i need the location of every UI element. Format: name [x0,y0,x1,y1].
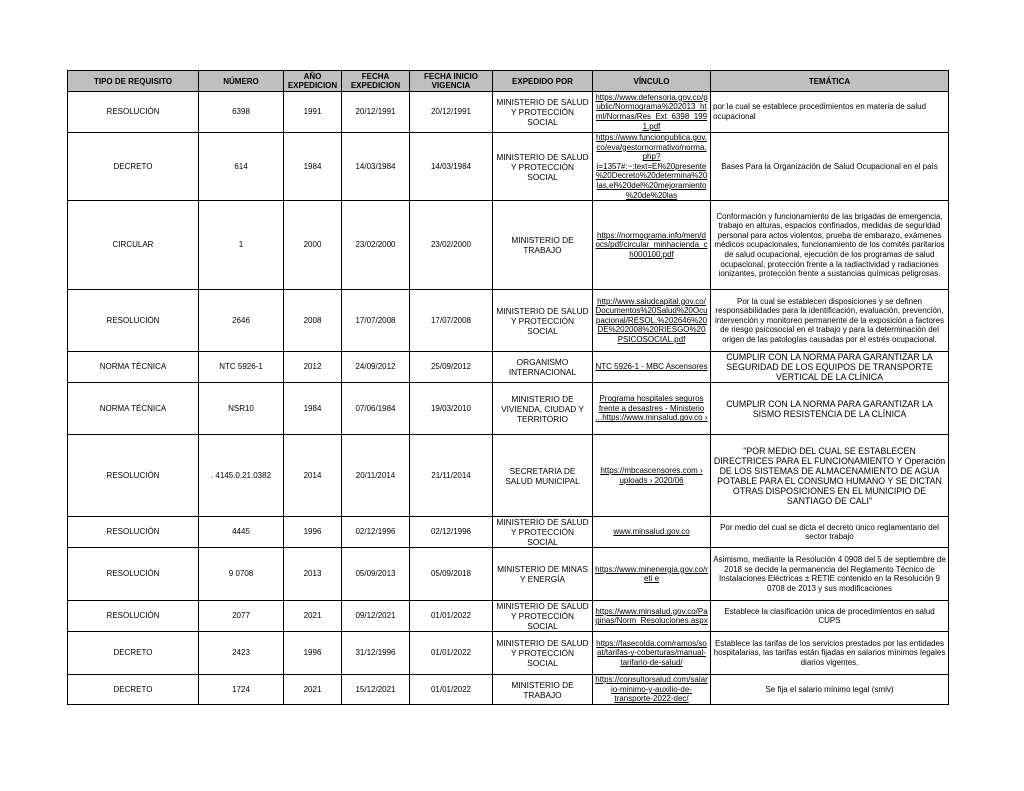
cell-tematica: Por medio del cual se dicta el decreto único reglamentario del sector trabajo [711,517,949,548]
table-row [68,383,949,435]
cell-anio: 2008 [284,290,342,352]
cell-tematica: Bases Para la Organización de Salud Ocupacional en el país [711,133,949,201]
header-vinculo: VÍNCULO [593,71,711,92]
cell-vinculo-link[interactable]: www.minsalud.gov.co [593,517,711,548]
cell-anio: 2013 [284,548,342,601]
table-row [68,435,949,517]
cell-expedido-por: SECRETARIA DE SALUD MUNICIPAL [493,435,593,517]
table-row [68,675,949,705]
cell-anio: 1996 [284,632,342,675]
table-row [68,92,949,133]
cell-fecha-vigencia: 25/09/2012 [410,352,493,383]
cell-fecha-expedicion: 17/07/2008 [342,290,410,352]
cell-anio: 1984 [284,133,342,201]
cell-fecha-vigencia: 01/01/2022 [410,675,493,705]
table-row [68,601,949,632]
cell-tipo: RESOLUCIÓN [68,601,199,632]
header-tematica: TEMÁTICA [711,71,949,92]
cell-fecha-expedicion: 05/09/2013 [342,548,410,601]
cell-fecha-expedicion: 09/12/2021 [342,601,410,632]
cell-fecha-vigencia: 23/02/2000 [410,201,493,290]
cell-vinculo-link[interactable]: Programa hospitales seguros frente a desastres - Ministerio ...https://www.minsalud.gov.co › [593,383,711,435]
cell-numero: 1724 [199,675,284,705]
cell-expedido-por: MINISTERIO DE SALUD Y PROTECCIÓN SOCIAL [493,92,593,133]
cell-fecha-expedicion: 20/12/1991 [342,92,410,133]
cell-expedido-por: MINISTERIO DE MINAS Y ENERGÍA [493,548,593,601]
cell-anio: 1996 [284,517,342,548]
cell-fecha-expedicion: 20/11/2014 [342,435,410,517]
cell-tipo: DECRETO [68,632,199,675]
cell-fecha-vigencia: 01/01/2022 [410,632,493,675]
table-row [68,632,949,675]
cell-expedido-por: MINISTERIO DE TRABAJO [493,201,593,290]
cell-expedido-por: MINISTERIO DE SALUD Y PROTECCIÓN SOCIAL [493,517,593,548]
header-anio: AÑO EXPEDICION [284,71,342,92]
cell-expedido-por: ORGANISMO INTERNACIONAL [493,352,593,383]
cell-fecha-expedicion: 14/03/1984 [342,133,410,201]
cell-expedido-por: MINISTERIO DE TRABAJO [493,675,593,705]
cell-numero: NSR10 [199,383,284,435]
cell-tematica: "POR MEDIO DEL CUAL SE ESTABLECEN DIRECTRICES PARA EL FUNCIONAMIENTO Y Operación DE LOS SISTEMAS DE ALMACENAMIENTO DE AGUA POTABLE PARA EL CONSUMO HUMANO Y SE DICTAN OTRAS DISPOSICIONES EN EL MUNICIPIO DE SANTIAGO DE CALI" [711,435,949,517]
header-fecha-expedicion: FECHA EXPEDICION [342,71,410,92]
cell-fecha-vigencia: 20/12/1991 [410,92,493,133]
cell-numero: 2077 [199,601,284,632]
cell-tematica: por la cual se establece procedimientos en materia de salud ocupacional [711,92,949,133]
cell-numero: 2423 [199,632,284,675]
cell-fecha-vigencia: 01/01/2022 [410,601,493,632]
cell-tipo: RESOLUCIÓN [68,517,199,548]
cell-tipo: RESOLUCIÓN [68,548,199,601]
table-row [68,201,949,290]
cell-tematica: Establece las tarifas de los servicios prestados por las entidades hospitalarias, las tarifas están fijadas en salarios mínimos legales diarios vigentes. [711,632,949,675]
table-row [68,133,949,201]
cell-fecha-expedicion: 07/06/1984 [342,383,410,435]
cell-anio: 1991 [284,92,342,133]
cell-anio: 1984 [284,383,342,435]
cell-tipo: DECRETO [68,675,199,705]
cell-vinculo-link[interactable]: https://normograma.info/men/docs/pdf/circular_minhacienda_ch000100.pdf [593,201,711,290]
cell-tematica: Conformación y funcionamiento de las brigadas de emergencia, trabajo en alturas, espacios confinados, medidas de seguridad personal para actos violentos, prueba de embarazo, exámenes médicos ocupacionales, funcionamiento de los comités paritarios de salud ocupacional, ejecución de los programas de salud ocupacional, protección frente a la radiactividad y radiaciones ionizantes, protección frente a sustancias químicas peligrosas. [711,201,949,290]
cell-numero: 2646 [199,290,284,352]
cell-vinculo-link[interactable]: https://consultorsalud.com/salario-minimo-y-auxilio-de-transporte-2022-dec/ [593,675,711,705]
cell-tipo: DECRETO [68,133,199,201]
cell-vinculo-link[interactable]: https://www.minenergia.gov.co/reti e [593,548,711,601]
cell-tematica: Se fija el salario mínimo legal (smlv) [711,675,949,705]
cell-anio: 2000 [284,201,342,290]
cell-anio: 2014 [284,435,342,517]
cell-tematica: Establece la clasificación unica de procedimientos en salud CUPS [711,601,949,632]
cell-numero: 9 0708 [199,548,284,601]
cell-vinculo-link[interactable]: https://fasecolda.com/ramos/soat/tarifas-y-coberturas/manual-tarifario-de-salud/ [593,632,711,675]
cell-tematica: CUMPLIR CON LA NORMA PARA GARANTIZAR LA SISMO RESISTENCIA DE LA CLÍNICA [711,383,949,435]
header-row [68,71,949,92]
cell-tematica: CUMPLIR CON LA NORMA PARA GARANTIZAR LA SEGURIDAD DE LOS EQUIPOS DE TRANSPORTE VERTICAL DE LA CLÍNICA [711,352,949,383]
cell-tematica: Por la cual se establecen disposiciones y se definen responsabilidades para la identificación, evaluación, prevención, intervención y monitoreo permanente de la exposición a factores de riesgo psicosocial en el trabajo y para la determinación del origen de las patologías causadas por el estrés ocupacional. [711,290,949,352]
table-row [68,517,949,548]
cell-fecha-expedicion: 24/09/2012 [342,352,410,383]
cell-tipo: RESOLUCIÓN [68,92,199,133]
cell-vinculo-link[interactable]: https://mbcascensores.com › uploads › 2020/06 [593,435,711,517]
requirements-table [67,70,949,705]
cell-tipo: CIRCULAR [68,201,199,290]
cell-vinculo-link[interactable]: https://www.funcionpublica.gov.co/eva/gestornormativo/norma.php?i=1357#:~:text=El%20presente%20Decreto%20determina%20las,el%20del%20mejoramiento%20de%20las [593,133,711,201]
table-row [68,290,949,352]
cell-fecha-vigencia: 19/03/2010 [410,383,493,435]
cell-numero: NTC 5926-1 [199,352,284,383]
cell-fecha-vigencia: 17/07/2008 [410,290,493,352]
cell-fecha-expedicion: 23/02/2000 [342,201,410,290]
cell-fecha-expedicion: 31/12/1996 [342,632,410,675]
header-expedido-por: EXPEDIDO POR [493,71,593,92]
cell-numero: 6398 [199,92,284,133]
table-row [68,548,949,601]
cell-vinculo-link[interactable]: NTC 5926-1 - MBC Ascensores [593,352,711,383]
header-fecha-vigencia: FECHA INICIO VIGENCIA [410,71,493,92]
cell-vinculo-link[interactable]: https://www.minsalud.gov.co/Paginas/Norm_Resoluciones.aspx [593,601,711,632]
cell-expedido-por: MINISTERIO DE SALUD Y PROTECCIÓN SOCIAL [493,601,593,632]
cell-expedido-por: MINISTERIO DE VIVIENDA, CIUDAD Y TERRITORIO [493,383,593,435]
cell-numero: 614 [199,133,284,201]
cell-anio: 2021 [284,675,342,705]
header-numero: NÚMERO [199,71,284,92]
cell-vinculo-link[interactable]: http://www.saludcapital.gov.co/Documentos%20Salud%20Ocupacional/RESOL.%202646%20DE%202008%20RIESGO%20PSICOSOCIAL.pdf [593,290,711,352]
cell-numero: . 4145.0.21.0382 [199,435,284,517]
cell-tipo: RESOLUCIÓN [68,435,199,517]
cell-expedido-por: MINISTERIO DE SALUD Y PROTECCIÓN SOCIAL [493,290,593,352]
cell-tipo: NORMA TÉCNICA [68,352,199,383]
cell-fecha-vigencia: 02/12/1996 [410,517,493,548]
cell-fecha-vigencia: 05/09/2018 [410,548,493,601]
cell-tematica: Asimismo, mediante la Resolución 4 0908 del 5 de septiembre de 2018 se decide la permanencia del Reglamento Técnico de Instalaciones Eléctricas ± RETIE contenido en la Resolución 9 0708 de 2013 y sus modificaciones [711,548,949,601]
cell-anio: 2021 [284,601,342,632]
cell-vinculo-link[interactable]: https://www.defensoria.gov.co/public/Normograma%202013_html/Normas/Res_Ext_6398_1991.pdf [593,92,711,133]
cell-fecha-expedicion: 15/12/2021 [342,675,410,705]
cell-numero: 4445 [199,517,284,548]
cell-anio: 2012 [284,352,342,383]
cell-tipo: NORMA TÉCNICA [68,383,199,435]
cell-expedido-por: MINISTERIO DE SALUD Y PROTECCIÓN SOCIAL [493,632,593,675]
cell-tipo: RESOLUCIÓN [68,290,199,352]
header-tipo: TIPO DE REQUISITO [68,71,199,92]
cell-expedido-por: MINISTERIO DE SALUD Y PROTECCIÓN SOCIAL [493,133,593,201]
cell-fecha-vigencia: 14/03/1984 [410,133,493,201]
cell-fecha-vigencia: 21/11/2014 [410,435,493,517]
cell-numero: 1 [199,201,284,290]
table-row [68,352,949,383]
cell-fecha-expedicion: 02/12/1996 [342,517,410,548]
